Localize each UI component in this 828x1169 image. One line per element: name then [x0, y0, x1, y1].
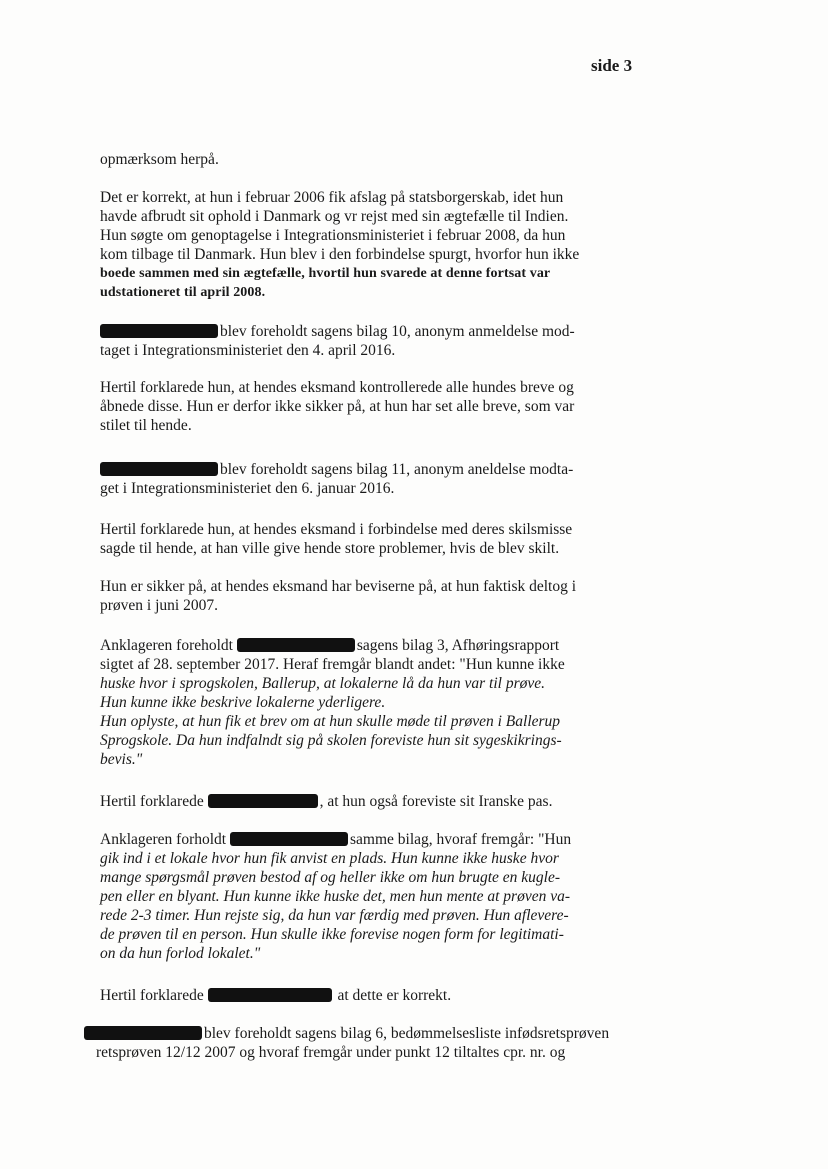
text-line [100, 636, 580, 655]
redaction-block [84, 1026, 202, 1040]
redaction-block [237, 638, 355, 652]
text-span: sagens bilag 3, Afhøringsrapport [356, 637, 560, 654]
text-line: kom tilbage til Danmark. Hun blev i den forbindelse spurgt, hvorfor hun ikke [100, 246, 580, 263]
text-line: Hertil forklarede hun, at hendes eksmand i forbindelse med deres skilsmisse [100, 521, 573, 538]
redaction-block [100, 324, 218, 338]
text-span: Hertil forklarede [100, 987, 204, 1004]
redaction-block [100, 462, 218, 476]
text-line [100, 460, 580, 479]
text-line [84, 1024, 610, 1043]
text-line: boede sammen med sin ægtefælle, hvortil hun svarede at denne fortsat var [100, 266, 551, 281]
text-line: udstationeret til april 2008. [100, 285, 266, 300]
text-line: Hun er sikker på, at hendes eksmand har beviserne på, at hun faktisk deltog i [100, 578, 577, 595]
text-line: opmærksom herpå. [100, 151, 219, 168]
text-line [100, 792, 580, 811]
redaction-block [230, 832, 348, 846]
paragraph-4 [100, 378, 580, 435]
paragraph-12 [84, 1024, 610, 1062]
text-line [100, 322, 580, 341]
paragraph-11 [100, 986, 580, 1005]
text-line: havde afbrudt sit ophold i Danmark og vr rejst med sin ægtefælle til Indien. [100, 208, 569, 225]
text-line: Sprogskole. Da hun indfalndt sig på skolen foreviste hun sit sygeskikrings- [100, 732, 562, 749]
paragraph-6 [100, 520, 580, 558]
text-span: Anklageren forholdt [100, 831, 227, 848]
paragraph-8 [100, 636, 580, 769]
text-line [100, 986, 580, 1005]
text-line: taget i Integrationsministeriet den 4. april 2016. [100, 342, 396, 359]
text-span: blev foreholdt sagens bilag 6, bedømmelsesliste infødsretsprøven [204, 1025, 610, 1042]
paragraph-10 [100, 830, 580, 963]
text-line: sigtet af 28. september 2017. Heraf fremgår blandt andet: "Hun kunne ikke [100, 656, 565, 673]
text-span: blev foreholdt sagens bilag 10, anonym anmeldelse mod- [220, 323, 575, 340]
text-line: Hertil forklarede hun, at hendes eksmand kontrollerede alle hundes breve og [100, 379, 574, 396]
paragraph-3 [100, 322, 580, 360]
text-span: Anklageren foreholdt [100, 637, 233, 654]
text-span: Hertil forklarede [100, 793, 204, 810]
text-line: åbnede disse. Hun er derfor ikke sikker på, at hun har set alle breve, som var [100, 398, 575, 415]
text-span: samme bilag, hvoraf fremgår: "Hun [350, 831, 572, 848]
text-line: rede 2-3 timer. Hun rejste sig, da hun var færdig med prøven. Hun aflevere- [100, 907, 569, 924]
paragraph-2 [100, 188, 580, 302]
text-span: at dette er korrekt. [337, 987, 452, 1004]
text-line: bevis." [100, 751, 143, 768]
text-line: Hun oplyste, at hun fik et brev om at hun skulle møde til prøven i Ballerup [100, 713, 561, 730]
paragraph-5 [100, 460, 580, 498]
text-line: on da hun forlod lokalet." [100, 945, 261, 962]
text-line: Det er korrekt, at hun i februar 2006 fik afslag på statsborgerskab, idet hun [100, 189, 564, 206]
redaction-block [208, 988, 332, 1002]
text-line: Hun kunne ikke beskrive lokalerne yderligere. [100, 694, 386, 711]
text-line: stilet til hende. [100, 417, 192, 434]
text-line: de prøven til en person. Hun skulle ikke forevise nogen form for legitimati- [100, 926, 564, 943]
text-line: mange spørgsmål prøven bestod af og heller ikke om hun brugte en kugle- [100, 869, 561, 886]
text-line: sagde til hende, at han ville give hende store problemer, hvis de blev skilt. [100, 540, 560, 557]
text-span: , at hun også foreviste sit Iranske pas. [319, 793, 553, 810]
redaction-block [208, 794, 318, 808]
text-line: huske hvor i sprogskolen, Ballerup, at lokalerne lå da hun var til prøve. [100, 675, 545, 692]
text-line: pen eller en blyant. Hun kunne ikke huske det, men hun mente at prøven va- [100, 888, 571, 905]
text-line: gik ind i et lokale hvor hun fik anvist en plads. Hun kunne ikke huske hvor [100, 850, 559, 867]
text-line: get i Integrationsministeriet den 6. januar 2016. [100, 480, 395, 497]
text-line: prøven i juni 2007. [100, 597, 218, 614]
paragraph-1 [100, 150, 580, 169]
paragraph-9 [100, 792, 580, 811]
text-line: Hun søgte om genoptagelse i Integrationsministeriet i februar 2008, da hun [100, 227, 566, 244]
page-number: side 3 [591, 56, 633, 75]
text-line: retsprøven 12/12 2007 og hvoraf fremgår under punkt 12 tiltaltes cpr. nr. og [96, 1044, 566, 1061]
text-line [100, 830, 580, 849]
paragraph-7 [100, 577, 580, 615]
text-span: blev foreholdt sagens bilag 11, anonym aneldelse modta- [220, 461, 574, 478]
